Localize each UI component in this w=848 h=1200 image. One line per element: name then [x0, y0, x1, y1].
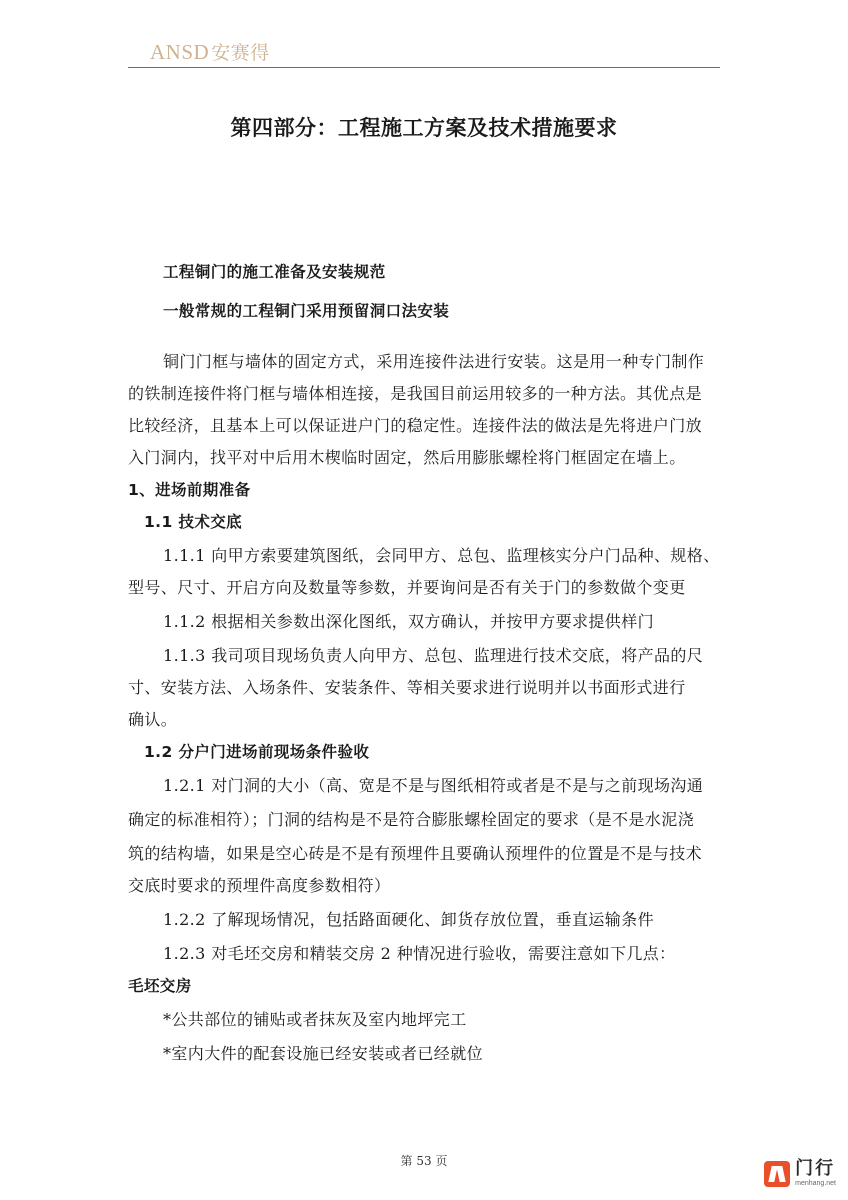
subsection-heading: 1.2 分户门进场前现场条件验收	[144, 743, 370, 761]
watermark	[764, 1160, 836, 1187]
watermark-url: menhang.net	[795, 1180, 836, 1187]
paragraph-line: 的铁制连接件将门框与墙体相连接，是我国目前运用较多的一种方法。其优点是	[128, 384, 703, 403]
section-subheading: 一般常规的工程铜门采用预留洞口法安装	[163, 302, 450, 320]
paragraph-line: 1.2.3 对毛坯交房和精装交房 2 种情况进行验收，需要注意如下几点：	[163, 944, 676, 963]
section-heading: 1、进场前期准备	[128, 481, 251, 499]
paragraph-line: 1.1.3 我司项目现场负责人向甲方、总包、监理进行技术交底，将产品的尺	[163, 646, 704, 665]
list-item: *公共部位的铺贴或者抹灰及室内地坪完工	[163, 1010, 467, 1029]
subsection-heading: 1.1 技术交底	[144, 513, 243, 531]
paragraph-line: 1.1.1 向甲方索要建筑图纸，会同甲方、总包、监理核实分户门品种、规格、	[163, 546, 720, 565]
paragraph-line: 筑的结构墙，如果是空心砖是不是有预埋件且要确认预埋件的位置是不是与技术	[128, 844, 703, 863]
page-title: 第四部分：工程施工方案及技术措施要求	[230, 116, 618, 140]
logo-latin: ANSD	[150, 40, 210, 64]
paragraph-line: 入门洞内，找平对中后用木楔临时固定，然后用膨胀螺栓将门框固定在墙上。	[128, 448, 686, 467]
paragraph-line: 确定的标准相符）；门洞的结构是不是符合膨胀螺栓固定的要求（是不是水泥浇	[128, 810, 695, 829]
watermark-brand: 门行	[795, 1158, 836, 1179]
section-heading: 毛坯交房	[128, 977, 192, 995]
section-heading: 工程铜门的施工准备及安装规范	[163, 263, 386, 281]
paragraph-line: 1.2.1 对门洞的大小（高、宽是不是与图纸相符或者是不是与之前现场沟通	[163, 776, 704, 795]
logo-cn: 安赛得	[211, 42, 270, 64]
paragraph-line: 型号、尺寸、开启方向及数量等参数，并要询问是否有关于门的参数做个变更	[128, 578, 686, 597]
header-rule	[128, 67, 720, 68]
menhang-logo-icon	[764, 1161, 790, 1187]
paragraph-line: 寸、安装方法、入场条件、安装条件、等相关要求进行说明并以书面形式进行	[128, 678, 686, 697]
paragraph-line: 比较经济，且基本上可以保证进户门的稳定性。连接件法的做法是先将进户门放	[128, 416, 703, 435]
paragraph-line: 确认。	[128, 710, 178, 729]
paragraph-line: 1.1.2 根据相关参数出深化图纸，双方确认，并按甲方要求提供样门	[163, 612, 654, 631]
list-item: *室内大件的配套设施已经安装或者已经就位	[163, 1044, 484, 1063]
page-number: 第 53 页	[400, 1154, 448, 1168]
company-logo	[150, 38, 270, 65]
paragraph-line: 1.2.2 了解现场情况，包括路面硬化、卸货存放位置，垂直运输条件	[163, 910, 654, 929]
paragraph-line: 交底时要求的预埋件高度参数相符）	[128, 876, 391, 895]
paragraph-line: 铜门门框与墙体的固定方式，采用连接件法进行安装。这是用一种专门制作	[163, 352, 705, 371]
